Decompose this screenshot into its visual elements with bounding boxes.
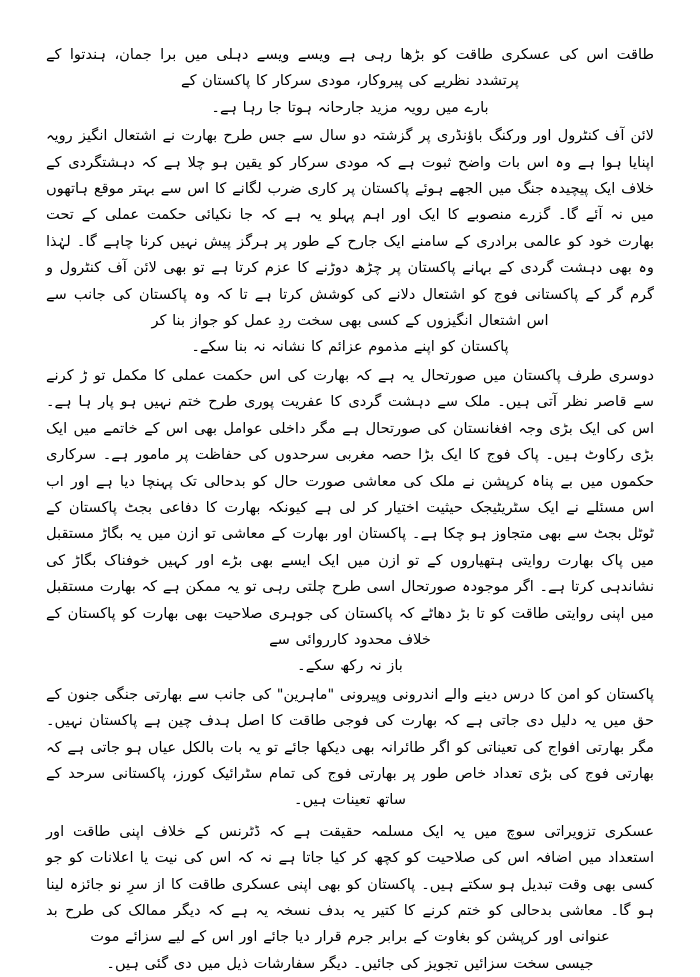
paragraph bbox=[46, 819, 654, 977]
paragraph-line: ملک کی معاشی صورت حال کو بدحالی تک پہنچا دیا ہے اور اب اس مسئلے نے ایک سٹریٹیجک حیثیت اختیار کر لی ہے کیونکہ بھارت کا دفاعی بجٹ bbox=[46, 472, 655, 516]
paragraph-line: کے تو ازن میں ایک ایسے بھی بڑے اور کہیں خوفناک بگاڑ کی نشاندہی کرتا ہے۔ اگر موجودہ صورتحال اسی طرح چلتی رہی تو یہ ممکن ہے کہ bbox=[46, 551, 655, 596]
urdu-article-body bbox=[46, 42, 654, 977]
paragraph-line: کہ اس کی نیت یا اعلانات کو جو کسی بھی وقت تبدیل ہو سکتے ہیں۔ پاکستان کو بھی اپنی عسکری طاقت کا از سرِ نو جائزہ لینا ہو گا۔ معاشی بدحالی کو bbox=[46, 849, 654, 919]
paragraph bbox=[46, 42, 654, 121]
paragraph-line: بھارت مستقبل میں اپنی روایتی طاقت کو تا بڑ دھاٹے کہ پاکستان کی جوہری صلاحیت بھی بھارت کو پاکستان کے خلاف محدود کارروائی سے bbox=[46, 578, 654, 648]
paragraph-line: عسکری تزویراتی سوچ میں یہ ایک مسلمہ حقیقت ہے کہ ڈٹرنس کے خلاف اپنی طاقت اور استعداد میں اضافہ اس کی صلاحیت کو کچھ کر کیا جاتا ہے نہ bbox=[46, 822, 654, 867]
paragraph-line: دوسری طرف پاکستان میں صورتحال یہ ہے کہ بھارت کی اس حکمت عملی کا مکمل تو ڑ کرنے سے قاصر نظر آتی bbox=[46, 366, 654, 411]
paragraph-line: پاکستان کو اپنے مذموم عزائم کا نشانہ نہ بنا سکے۔ bbox=[191, 338, 509, 356]
paragraph-line: باز نہ رکھ سکے۔ bbox=[297, 657, 403, 675]
paragraph-line: لائن آف کنٹرول اور ورکنگ باؤنڈری پر گزشتہ دو سال سے جس طرح بھارت نے اشتعال انگیز رویہ اپنایا ہوا ہے وہ اس بات واضح ثبوت ہے bbox=[46, 127, 655, 171]
paragraph-line: ہیں۔ ملک سے دہشت گردی کا عفریت پوری طرح ختم نہیں ہو پار ہا ہے۔ اس کی ایک بڑی وجہ افغانستان کی صورتحال ہے مگر داخلی عوامل بھی اس کے bbox=[46, 393, 655, 437]
paragraph-line: طور پر ہرگز پیش نہیں کرنا چاہے گا۔ لہٰذا وہ بھی دہشت گردی کے بہانے پاکستان پر چڑھ دوڑنے کا عزم کرتا ہے تو بھی لائن آف کنٹرول و گرم گر bbox=[46, 232, 654, 303]
paragraph-line: خاتمے میں ایک بڑی رکاوٹ ہیں۔ پاک فوج کا ایک بڑا حصہ مغربی سرحدوں کی حفاظت پر مامور ہے۔ سرکاری حکموں میں بے پناہ کرپشن نے bbox=[46, 419, 654, 490]
paragraph-line: کے پاکستانی فوج کو اشتعال دلانے کی کوشش کرتا ہے تا کہ وہ پاکستان کی جانب سے اس اشتعال انگیزوں کے کسی بھی سخت ردِ عمل کو جواز بنا کر bbox=[46, 285, 601, 330]
paragraph-line: ہاتھوں میں نہ آئے گا۔ گزرے منصوبے کا ایک اور اہم پہلو یہ ہے کہ جا نکیائی حکمت عملی کے تحت بھارت خود کو عالمی برادری کے سامنے ایک جارح کے bbox=[46, 180, 655, 250]
paragraph-line: پاکستان کو امن کا درس دینے والے اندرونی وپیرونی "ماہرین" کی جانب سے بھارتی جنگی جنون کے حق میں یہ دلیل دی جاتی ہے کہ بھارت کی bbox=[46, 685, 654, 730]
paragraph-line: بھارتی فوج کی بڑی تعداد خاص طور پر بھارتی فوج کی تمام سٹرائیک کورز، پاکستانی سرحد کے ساتھ تعینات ہیں۔ bbox=[46, 764, 654, 809]
paragraph bbox=[46, 123, 654, 361]
paragraph-line: ختم کرنے کا کتیر یہ بدف نسخہ یہ ہے کہ دیگر ممالک کی طرح بد عنوانی اور کرپشن کو بغاوت کے برابر جرم قرار دیا جائے اور اس کے لیے سزائے موت bbox=[46, 902, 610, 946]
paragraph-line: پاکستان کے ٹوٹل بجٹ سے بھی متجاوز ہو چکا ہے۔ پاکستان اور بھارت کے معاشی تو ازن میں یہ بگاڑ مستقبل میں پاک بھارت روایتی ہتھیاروں bbox=[46, 498, 654, 569]
paragraph-line: بارے میں رویہ مزید جارحانہ ہوتا جا رہا ہے۔ bbox=[211, 98, 489, 116]
paragraph bbox=[46, 363, 654, 680]
paragraph-line: طاقت اس کی عسکری طاقت کو بڑھا رہی ہے ویسے ویسے دہلی میں برا جمان، ہندتوا کے پرتشدد نظریے کی پیروکار، مودی سرکار کا پاکستان کے bbox=[46, 46, 654, 90]
paragraph-line: فوجی طاقت کا اصل ہدف چین ہے پاکستان نہیں۔ مگر بھارتی افواج کی تعیناتی کو اگر طائرانہ بھی دیکھا جائے تو یہ بات بالکل عیاں ہو جاتی ہے کہ bbox=[46, 712, 654, 756]
paragraph bbox=[46, 682, 654, 814]
paragraph-line: جیسی سخت سزائیں تجویز کی جائیں۔ دیگر سفارشات ذیل میں دی گئی ہیں۔ bbox=[106, 954, 594, 972]
paragraph-line: کہ مودی سرکار کو یقین ہو چلا ہے کہ دہشتگردی کے خلاف ایک پیچیدہ جنگ میں الجھے ہوئے پاکستان پر کاری ضرب لگانے کا اس سے بہتر موقع bbox=[46, 153, 654, 198]
